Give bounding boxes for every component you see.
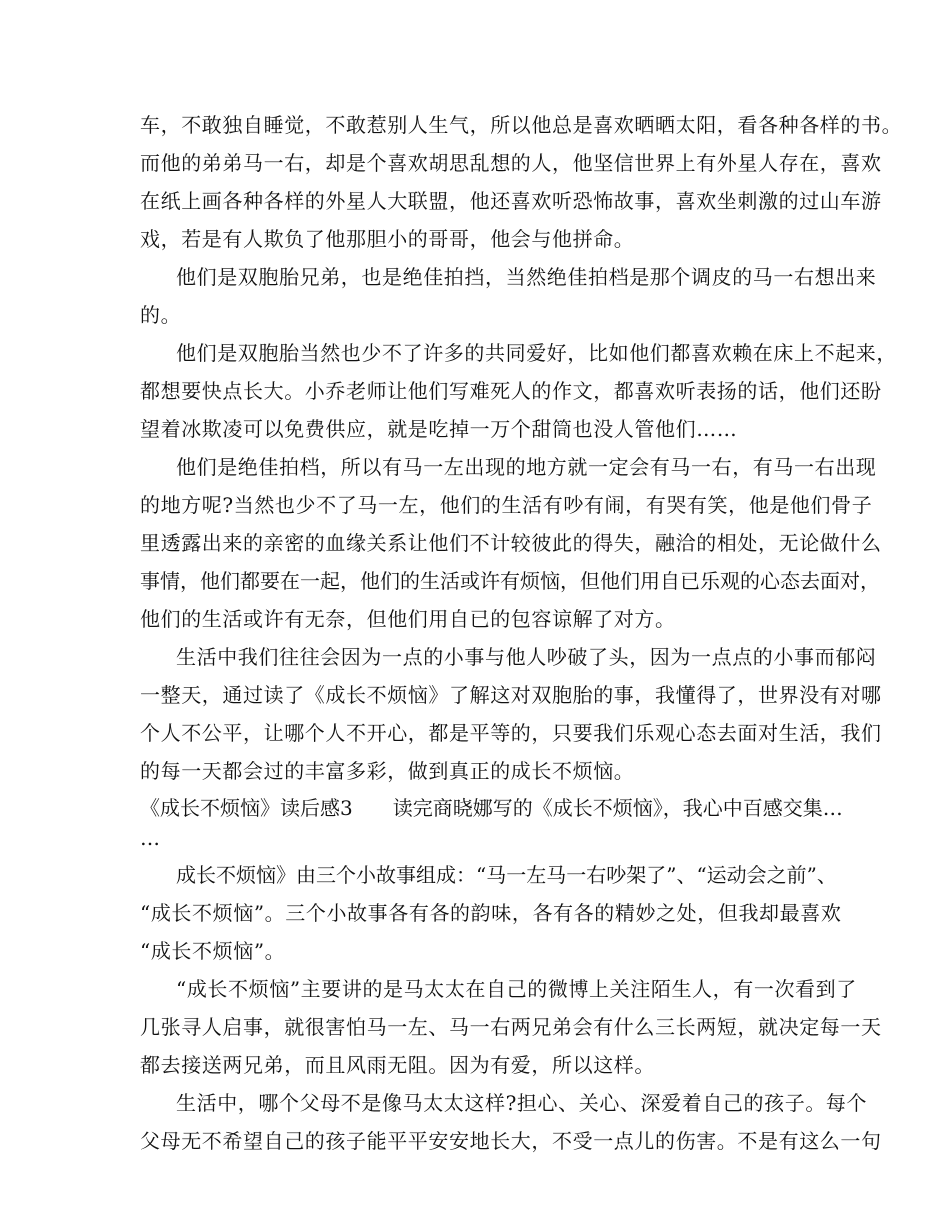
text-line: 的。 bbox=[140, 303, 182, 327]
text-line: 他们的生活或许有无奈，但他们用自已的包容谅解了对方。 bbox=[140, 607, 676, 631]
text-line: 望着冰欺凌可以免费供应，就是吃掉一万个甜筒也没人管他们…… bbox=[140, 417, 738, 441]
text-line: 事情，他们都要在一起，他们的生活或许有烦恼，但他们用自已乐观的心态去面对， bbox=[140, 569, 880, 593]
text-line: 而他的弟弟马一右，却是个喜欢胡思乱想的人，他坚信世界上有外星人存在，喜欢 bbox=[140, 151, 882, 175]
text-line: 戏，若是有人欺负了他那胆小的哥哥，他会与他拼命。 bbox=[140, 227, 635, 251]
text-line: 个人不公平，让哪个人不开心，都是平等的，只要我们乐观心态去面对生活，我们 bbox=[140, 721, 882, 745]
text-line: 生活中，哪个父母不是像马太太这样?担心、关心、深爱着自己的孩子。每个 bbox=[176, 1091, 868, 1115]
text-line: 在纸上画各种各样的外星人大联盟，他还喜欢听恐怖故事，喜欢坐刺激的过山车游 bbox=[140, 189, 882, 213]
text-line: “成长不烦恼”。三个小故事各有各的韵味，各有各的精妙之处，但我却最喜欢 bbox=[140, 901, 842, 925]
text-line: 他们是绝佳拍档，所以有马一左出现的地方就一定会有马一右，有马一右出现 bbox=[176, 455, 877, 479]
text-line: 父母无不希望自己的孩子能平平安安地长大，不受一点儿的伤害。不是有这么一句 bbox=[140, 1129, 882, 1153]
text-line: 生活中我们往往会因为一点的小事与他人吵破了头，因为一点点的小事而郁闷 bbox=[176, 645, 877, 669]
text-line: 都想要快点长大。小乔老师让他们写难死人的作文，都喜欢听表扬的话，他们还盼 bbox=[140, 379, 882, 403]
text-line: 他们是双胞胎兄弟，也是绝佳拍挡，当然绝佳拍档是那个调皮的马一右想出来 bbox=[176, 265, 877, 289]
text-line: “成长不烦恼”主要讲的是马太太在自己的微博上关注陌生人，有一次看到了 bbox=[176, 977, 857, 1001]
text-line: 的每一天都会过的丰富多彩，做到真正的成长不烦恼。 bbox=[140, 759, 635, 783]
text-line: 的地方呢?当然也少不了马一左，他们的生活有吵有闹，有哭有笑，他是他们骨子 bbox=[140, 493, 873, 517]
text-line: 他们是双胞胎当然也少不了许多的共同爱好，比如他们都喜欢赖在床上不起来， bbox=[176, 341, 897, 365]
text-line: … bbox=[140, 826, 161, 850]
text-line-heading: 《成长不烦恼》读后感3 读完商晓娜写的《成长不烦恼》，我心中百感交集… bbox=[140, 796, 843, 820]
text-line: “成长不烦恼”。 bbox=[140, 939, 286, 963]
text-line: 成长不烦恼》由三个小故事组成：“马一左马一右吵架了”、“运动会之前”、 bbox=[176, 863, 837, 887]
text-line: 里透露出来的亲密的血缘关系让他们不计较彼此的得失，融洽的相处，无论做什么 bbox=[140, 531, 882, 555]
text-line: 几张寻人启事，就很害怕马一左、马一右两兄弟会有什么三长两短，就决定每一天 bbox=[140, 1015, 882, 1039]
text-line: 一整天，通过读了《成长不烦恼》了解这对双胞胎的事，我懂得了，世界没有对哪 bbox=[140, 683, 882, 707]
text-line: 车，不敢独自睡觉，不敢惹别人生气，所以他总是喜欢晒晒太阳，看各种各样的书。 bbox=[140, 113, 903, 137]
text-line: 都去接送两兄弟，而且风雨无阻。因为有爱，所以这样。 bbox=[140, 1053, 655, 1077]
